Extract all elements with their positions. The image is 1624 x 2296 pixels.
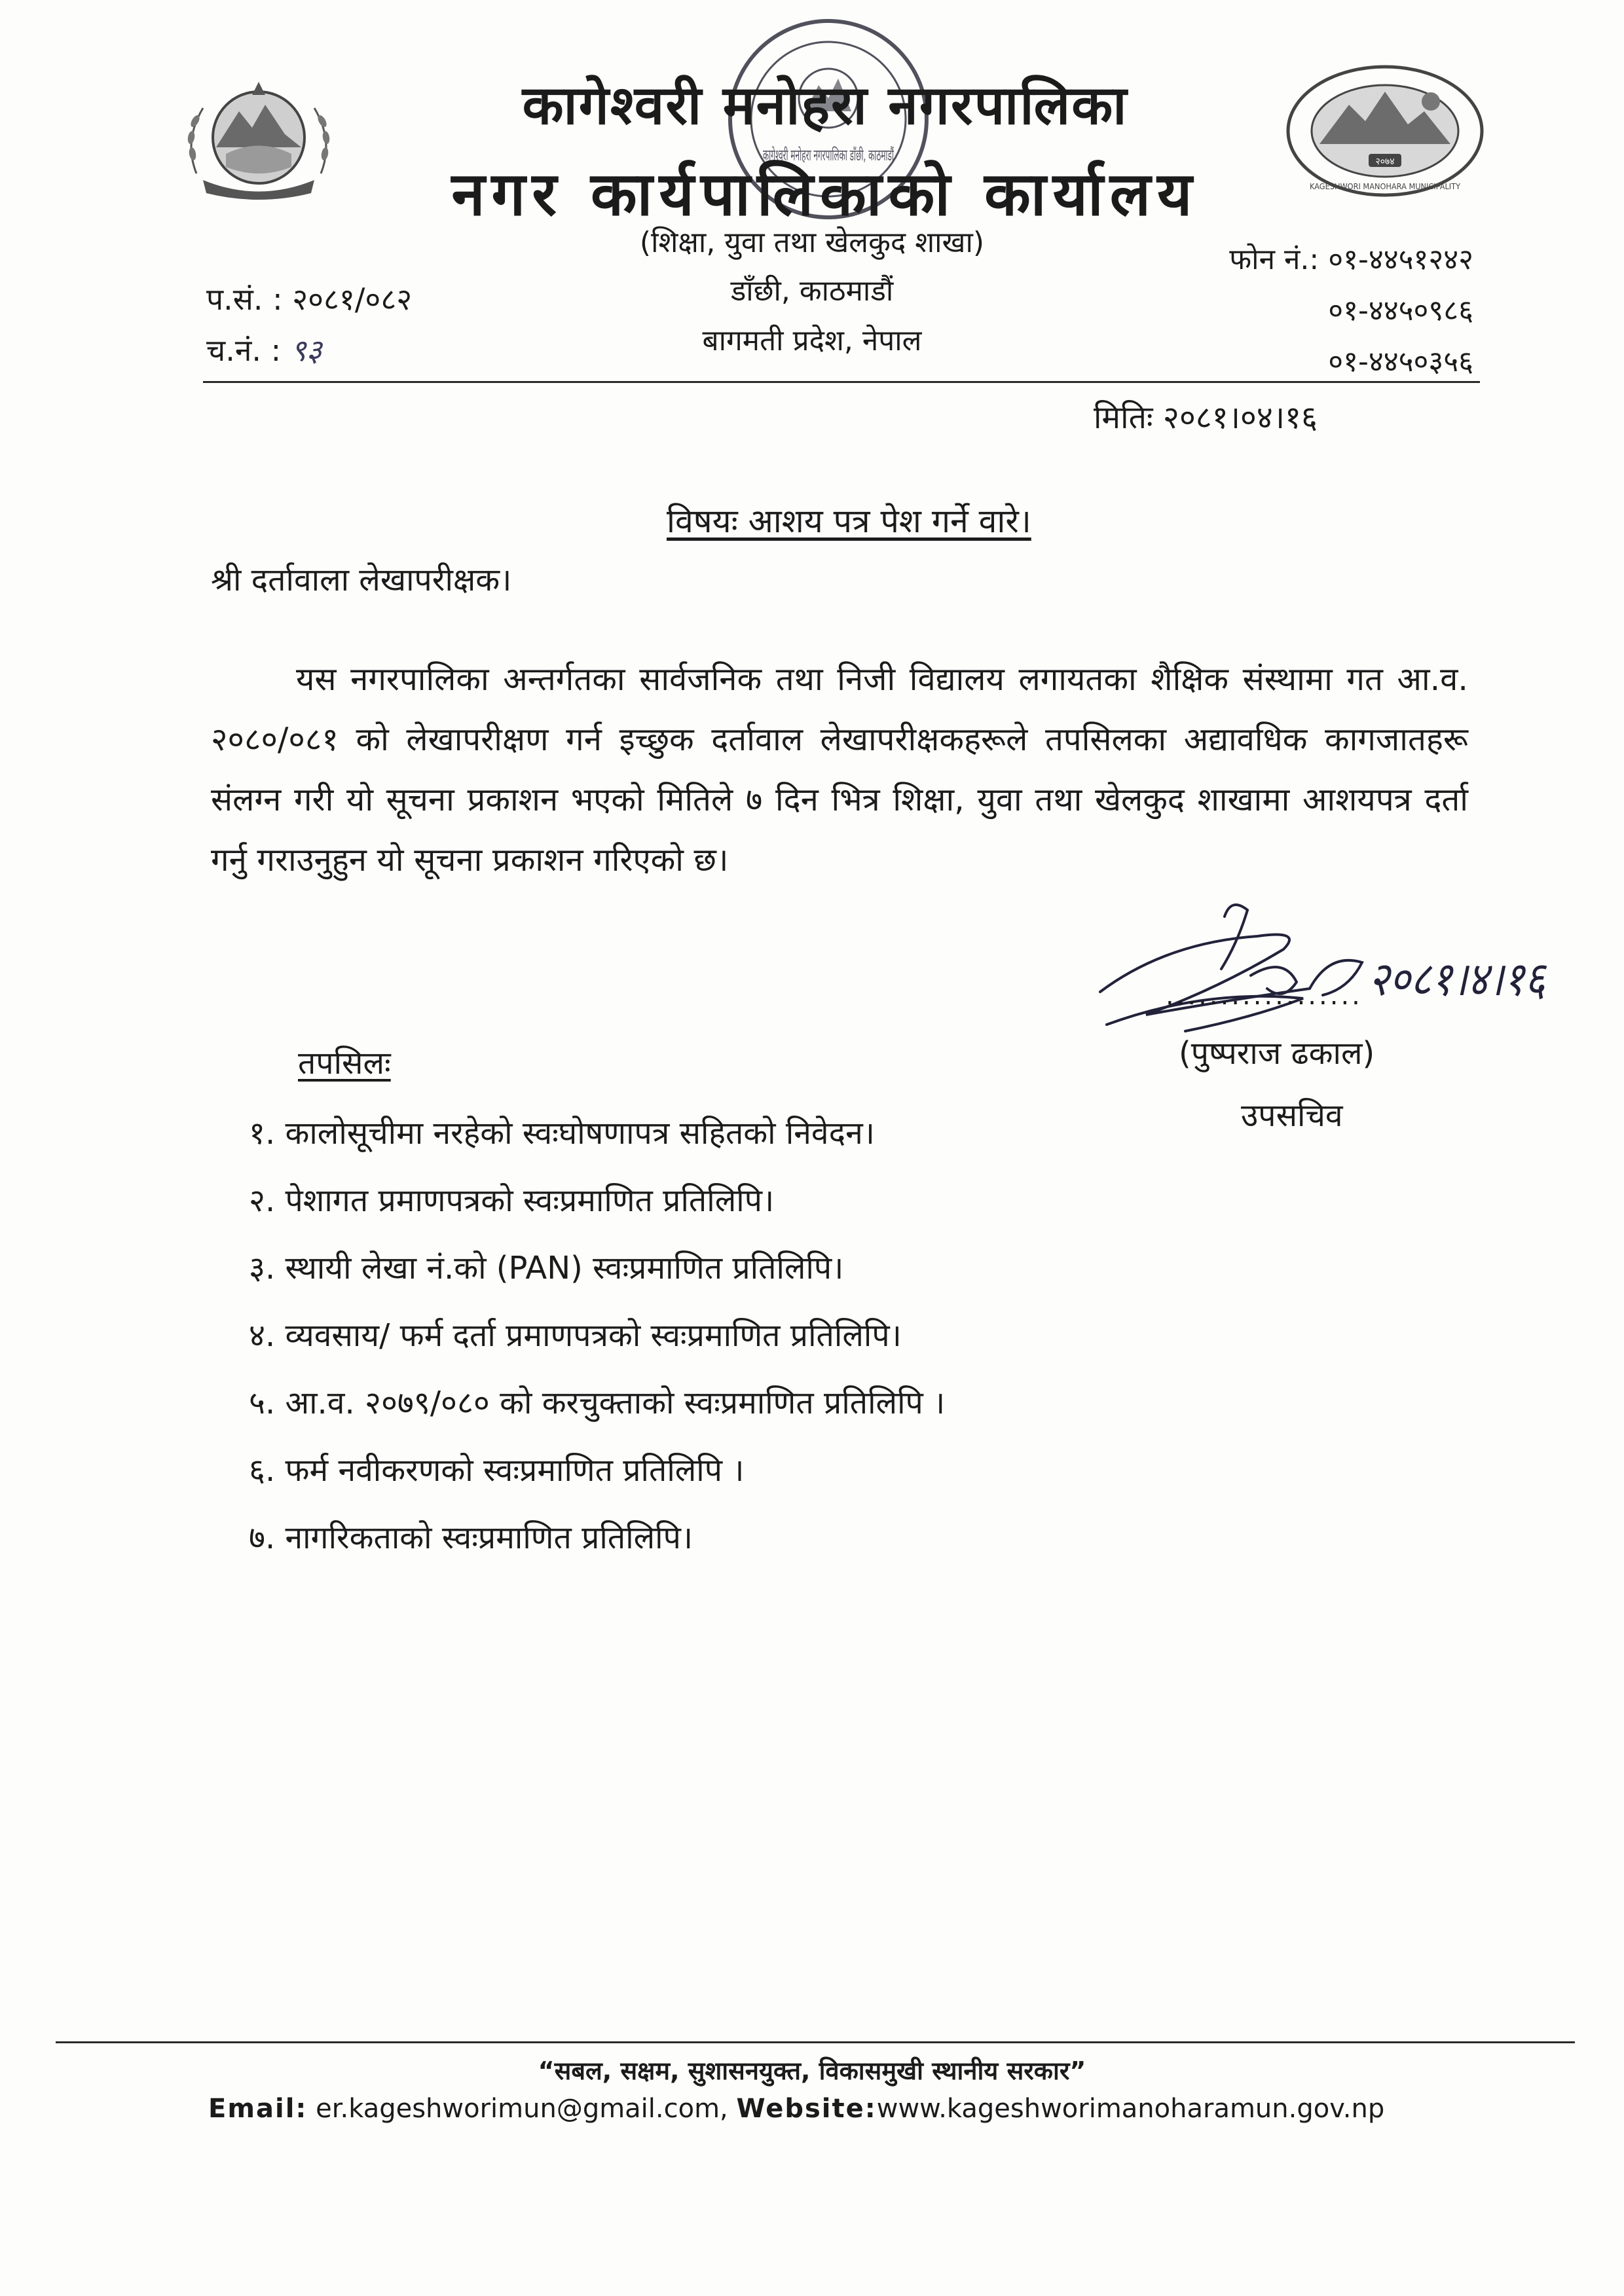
list-item: ५. आ.व. २०७९/०८० को करचुक्ताको स्वःप्रमाणित प्रतिलिपि ।	[249, 1385, 946, 1421]
list-heading: तपसिलः	[298, 1045, 391, 1082]
website-link[interactable]: www.kageshworimanoharamun.gov.np	[876, 2094, 1385, 2124]
list-item: २. पेशागत प्रमाणपत्रको स्वःप्रमाणित प्रतिलिपि।	[249, 1182, 775, 1219]
signature-line: ..................	[1166, 981, 1363, 1011]
email-label: Email:	[208, 2094, 308, 2124]
list-item: ७. नागरिकताको स्वःप्रमाणित प्रतिलिपि।	[249, 1520, 693, 1556]
phone-line: ०१-४४५०९८६	[1328, 294, 1473, 327]
branch-name: (शिक्षा, युवा तथा खेलकुद शाखा)	[639, 226, 985, 259]
stamp-text: कागेश्वरी मनोहरा नगरपालिका डाँछी, काठमाडौं	[763, 146, 895, 164]
phone-line: फोन नं.: ०१-४४५१२४२	[1229, 243, 1473, 276]
website-label: Website:	[736, 2094, 877, 2124]
signatory-title: उपसचिव	[1241, 1097, 1343, 1134]
signature-icon	[1087, 890, 1559, 1054]
ref-label: प.सं. :	[206, 282, 283, 317]
list-item: ६. फर्म नवीकरणको स्वःप्रमाणित प्रतिलिपि ।	[249, 1452, 745, 1489]
ref-value: २०८१/०८२	[292, 282, 413, 317]
dispatch-label: च.नं. :	[206, 333, 282, 368]
phone-line: ०१-४४५०३५६	[1328, 345, 1473, 378]
footer-motto: “सबल, सक्षम, सुशासनयुक्त, विकासमुखी स्थानीय सरकार”	[538, 2056, 1086, 2085]
address-line-1: डाँछी, काठमाडौं	[730, 274, 894, 308]
list-item: १. कालोसूचीमा नरहेको स्वःघोषणापत्र सहितको निवेदन।	[249, 1115, 875, 1152]
email-link[interactable]: er.kageshworimun@gmail.com,	[316, 2094, 728, 2124]
header-divider	[203, 381, 1480, 383]
office-title: नगर कार्यपालिकाको कार्यालय	[451, 159, 1199, 229]
document-list	[249, 1100, 945, 1572]
footer-contact	[208, 2094, 1384, 2124]
phone-numbers	[1166, 234, 1473, 388]
reference-number	[206, 278, 412, 319]
signature-date: २०८१।४।१६	[1369, 951, 1548, 1006]
seal-text: KAGESHWORI MANOHARA MUNICIPALITY	[1310, 182, 1461, 191]
address-line-2: बागमती प्रदेश, नेपाल	[702, 324, 922, 357]
list-item: ३. स्थायी लेखा नं.को (PAN) स्वःप्रमाणित प्रतिलिपि।	[249, 1250, 844, 1286]
seal-year: २०७४	[1375, 156, 1395, 167]
letter-body: यस नगरपालिका अन्तर्गतका सार्वजनिक तथा निजी विद्यालय लगायतका शैक्षिक संस्थामा गत आ.व. २०८०/०८१ को लेखापरीक्षण गर्न इच्छुक दर्तावाल लेखापरीक्षकहरूले तपसिलका अद्यावधिक कागजातहरू संलग्न गरी यो सूचना प्रकाशन भएको मितिले ७ दिन भित्र शिक्षा, युवा तथा खेलकुद शाखामा आशयपत्र दर्ता गर्नु गराउनुहुन यो सूचना प्रकाशन गरिएको छ।	[211, 661, 1468, 879]
list-item: ४. व्यवसाय/ फर्म दर्ता प्रमाणपत्रको स्वःप्रमाणित प्रतिलिपि।	[249, 1317, 902, 1354]
dispatch-number	[206, 329, 322, 370]
dispatch-value: ९३	[290, 333, 322, 368]
letter-subject: विषयः आशय पत्र पेश गर्ने वारे।	[667, 502, 1031, 540]
footer-divider	[56, 2041, 1575, 2043]
municipality-title: कागेश्वरी मनोहरा नगरपालिका	[522, 75, 1128, 137]
letter-date: मितिः २०८१।०४।१६	[1094, 399, 1318, 436]
nepal-emblem-icon	[177, 75, 341, 206]
signatory-name: (पुष्पराज ढकाल)	[1179, 1035, 1375, 1072]
letter-recipient: श्री दर्तावाला लेखापरीक्षक।	[211, 562, 512, 598]
municipality-seal-icon	[1283, 62, 1486, 200]
